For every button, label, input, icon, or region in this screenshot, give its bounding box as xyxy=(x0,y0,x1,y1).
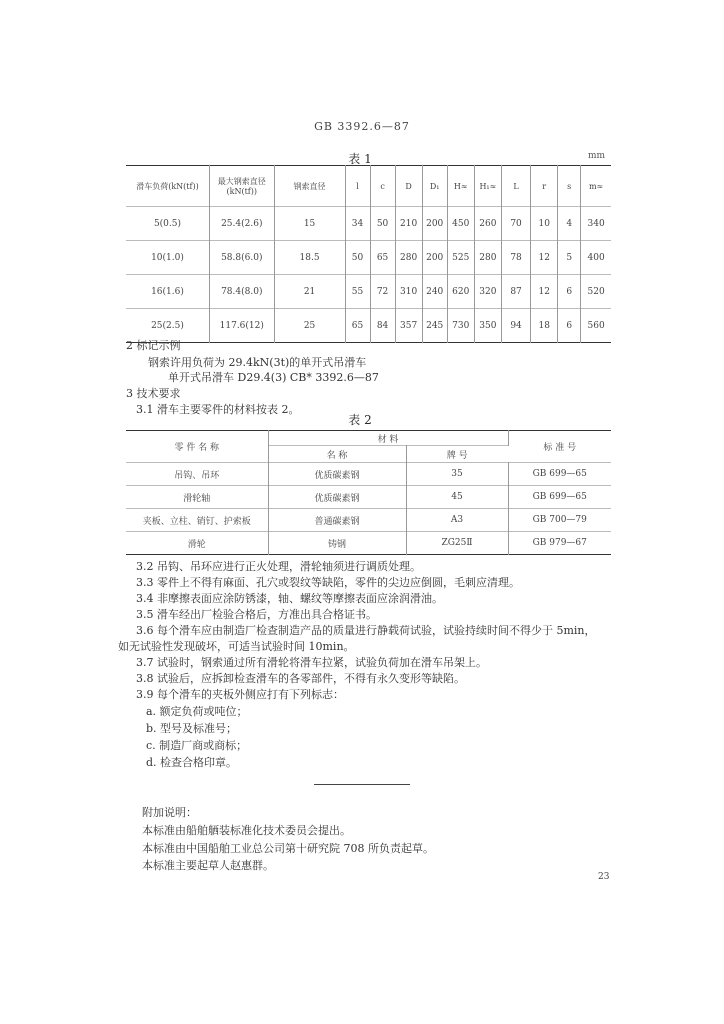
table1-cell: 310 xyxy=(395,275,422,309)
table1-cell: 25 xyxy=(274,309,345,343)
table1-title: 表 1 xyxy=(348,152,372,166)
table-row xyxy=(126,532,611,555)
table2-cell: 45 xyxy=(406,486,508,509)
table1-cell: 84 xyxy=(370,309,395,343)
table2-cell: 优质碳素钢 xyxy=(268,486,406,509)
table1-col-header: 滑车负荷(kN(tf)) xyxy=(126,166,209,207)
table1-cell: 5 xyxy=(558,241,581,275)
table1-cell: 620 xyxy=(447,275,474,309)
table2-cell: GB 699—65 xyxy=(508,486,611,509)
table2-col-header: 零 件 名 称 xyxy=(126,431,268,463)
table2-cell: 普通碳素钢 xyxy=(268,509,406,532)
table1-cell: 450 xyxy=(447,207,474,241)
table-row xyxy=(126,207,611,241)
table1-cell: 200 xyxy=(422,241,447,275)
table1-cell: 65 xyxy=(370,241,395,275)
table1-cell: 320 xyxy=(474,275,501,309)
table1-col-header: L xyxy=(501,166,530,207)
list-item-b: b. 型号及标准号； xyxy=(146,722,238,735)
item-3-1: 3.1 滑车主要零件的材料按表 2。 xyxy=(136,403,300,416)
table1-cell: 350 xyxy=(474,309,501,343)
table2-cell: 滑轮轴 xyxy=(126,486,268,509)
table1-col-header: l xyxy=(345,166,370,207)
item-3-6-cont: 如无试验性发现破坏，可适当试验时间 10min。 xyxy=(118,640,355,653)
item-3-2: 3.2 吊钩、吊环应进行正火处理，滑轮轴须进行调质处理。 xyxy=(136,560,421,573)
section-divider xyxy=(314,784,410,785)
table1-col-header: 最大钢索直径(kN(tf)) xyxy=(209,166,274,207)
table2-cell: 铸钢 xyxy=(268,532,406,555)
table1-unit: mm xyxy=(588,151,606,161)
item-3-3: 3.3 零件上不得有麻面、孔穴或裂纹等缺陷，零件的尖边应倒圆，毛刺应清理。 xyxy=(136,576,520,589)
table-row xyxy=(126,275,611,309)
table1-cell: 117.6(12) xyxy=(209,309,274,343)
table1-cell: 65 xyxy=(345,309,370,343)
table2-header-row xyxy=(126,431,611,446)
notes-title: 附加说明： xyxy=(142,806,197,819)
table1-col-header: H≈ xyxy=(447,166,474,207)
table1-cell: 560 xyxy=(587,320,605,331)
document-header: GB 3392.6—87 xyxy=(314,120,410,133)
section3-title: 3 技术要求 xyxy=(126,387,181,400)
section2-example: 单开式吊滑车 D29.4(3) CB* 3392.6—87 xyxy=(168,371,379,384)
table1-cell: 12 xyxy=(531,275,558,309)
item-3-7: 3.7 试验时，钢索通过所有滑轮将滑车拉紧，试验负荷加在滑车吊架上。 xyxy=(136,656,487,669)
table1-cell: 240 xyxy=(422,275,447,309)
table1-cell: 520 xyxy=(587,286,605,297)
table2-col-header: 牌 号 xyxy=(406,446,508,463)
table2-cell: ZG25Ⅱ xyxy=(406,532,508,555)
table1-col-header: c xyxy=(370,166,395,207)
table1-cell: 12 xyxy=(531,241,558,275)
notes-line: 本标准由中国船舶工业总公司第十研究院 708 所负责起草。 xyxy=(142,842,434,855)
table1-cell: 72 xyxy=(370,275,395,309)
table1-cell: 25.4(2.6) xyxy=(209,207,274,241)
table-row xyxy=(126,509,611,532)
item-3-6: 3.6 每个滑车应由制造厂检查制造产品的质量进行静载荷试验，试验持续时间不得少于 5min， xyxy=(136,624,596,637)
table2-cell: 优质碳素钢 xyxy=(268,463,406,486)
table1-cell: 21 xyxy=(274,275,345,309)
table1-col-header: H₁≈ xyxy=(474,166,501,207)
table1-col-header: m≈ xyxy=(588,181,604,191)
table1-cell: 210 xyxy=(395,207,422,241)
item-3-8: 3.8 试验后，应拆卸检查滑车的各零部件，不得有永久变形等缺陷。 xyxy=(136,672,465,685)
table2-cell: GB 700—79 xyxy=(508,509,611,532)
table1-cell: 16(1.6) xyxy=(126,275,209,309)
table1-col-header: r xyxy=(531,166,558,207)
table2-cell: 35 xyxy=(406,463,508,486)
table1-cell: 200 xyxy=(422,207,447,241)
table1-cell: 50 xyxy=(345,241,370,275)
table1-cell: 55 xyxy=(345,275,370,309)
table1-cell: 400 xyxy=(587,252,605,263)
table1-cell: 50 xyxy=(370,207,395,241)
table2-cell: 吊钩、吊环 xyxy=(126,463,268,486)
table1-cell: 15 xyxy=(274,207,345,241)
table1-cell: 525 xyxy=(447,241,474,275)
notes-line: 本标准由船舶舾装标准化技术委员会提出。 xyxy=(142,824,351,837)
table1-col-header: s xyxy=(558,166,581,207)
table1-cell: 5(0.5) xyxy=(126,207,209,241)
notes-line: 本标准主要起草人赵惠群。 xyxy=(142,859,274,872)
table1-cell: 730 xyxy=(447,309,474,343)
table2-cell: 夹板、立柱、销钉、护索板 xyxy=(126,509,268,532)
table1-cell: 25(2.5) xyxy=(126,309,209,343)
table2-cell: GB 979—67 xyxy=(508,532,611,555)
item-3-4: 3.4 非摩擦表面应涂防锈漆，轴、螺纹等摩擦表面应涂润滑油。 xyxy=(136,592,443,605)
list-item-d: d. 检查合格印章。 xyxy=(146,756,238,769)
table-row xyxy=(126,486,611,509)
list-item-a: a. 额定负荷或吨位； xyxy=(146,705,248,718)
table1-col-header: 钢索直径 xyxy=(274,166,345,207)
section2-title: 2 标记示例 xyxy=(126,339,181,352)
table1-cell: 340 xyxy=(587,218,605,229)
table1-cell: 87 xyxy=(501,275,530,309)
table2-title: 表 2 xyxy=(348,413,372,427)
table1-cell: 357 xyxy=(395,309,422,343)
table1-cell: 18 xyxy=(531,309,558,343)
table1-cell: 260 xyxy=(474,207,501,241)
item-3-5: 3.5 滑车经出厂检验合格后，方准出具合格证书。 xyxy=(136,608,377,621)
table1-cell: 70 xyxy=(501,207,530,241)
table2-cell: A3 xyxy=(406,509,508,532)
table2-col-header: 材 料 xyxy=(268,431,508,446)
table1-cell: 58.8(6.0) xyxy=(209,241,274,275)
table2-col-header: 标 准 号 xyxy=(543,443,577,453)
table-row xyxy=(126,463,611,486)
table2-cell: 滑轮 xyxy=(126,532,268,555)
table1-cell: 78 xyxy=(501,241,530,275)
table2-cell: GB 699—65 xyxy=(508,463,611,486)
table-row xyxy=(126,309,611,343)
table1-cell: 10(1.0) xyxy=(126,241,209,275)
table1-col-header: D xyxy=(395,166,422,207)
table1-cell: 78.4(8.0) xyxy=(209,275,274,309)
table1-cell: 6 xyxy=(558,309,581,343)
table1-header-row xyxy=(126,166,611,207)
table1-cell: 4 xyxy=(558,207,581,241)
table1-cell: 245 xyxy=(422,309,447,343)
table1-cell: 34 xyxy=(345,207,370,241)
table1-cell: 280 xyxy=(474,241,501,275)
materials-table xyxy=(126,430,611,555)
table1-cell: 10 xyxy=(531,207,558,241)
page-number: 23 xyxy=(598,872,610,882)
table1-cell: 18.5 xyxy=(274,241,345,275)
table2-col-header: 名 称 xyxy=(268,446,406,463)
item-3-9: 3.9 每个滑车的夹板外侧应打有下列标志： xyxy=(136,688,344,701)
table1-col-header: D₁ xyxy=(422,166,447,207)
section2-text: 钢索许用负荷为 29.4kN(3t)的单开式吊滑车 xyxy=(148,356,367,369)
dimensions-table xyxy=(126,165,611,343)
table1-cell: 6 xyxy=(558,275,581,309)
list-item-c: c. 制造厂商或商标； xyxy=(146,739,248,752)
table-row xyxy=(126,241,611,275)
table1-cell: 280 xyxy=(395,241,422,275)
table1-cell: 94 xyxy=(501,309,530,343)
